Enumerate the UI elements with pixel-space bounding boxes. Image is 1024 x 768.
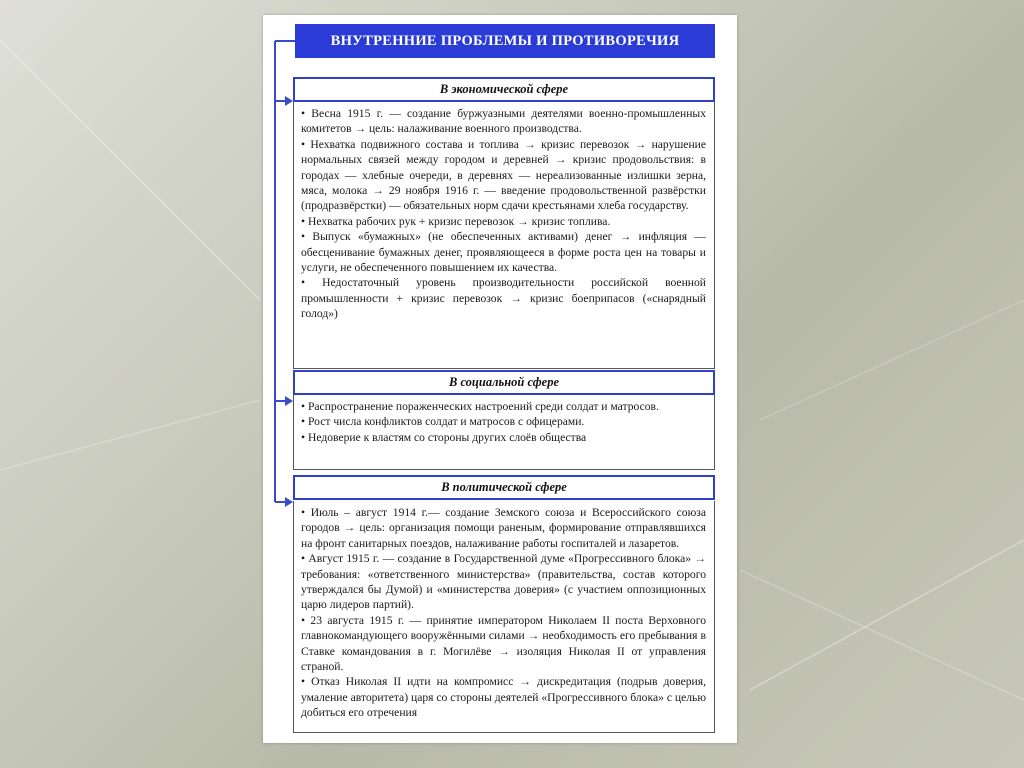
list-item: • Выпуск «бумажных» (не обеспеченных активами) денег → инфляция — обесценивание бумажных денег, проявляющееся в форме роста цен на товары и услуги, не обеспеченного повышением их качества. (301, 230, 706, 275)
list-item: • Весна 1915 г. — создание буржуазными деятелями военно-промышленных комитетов → цель: налаживание военного производства. (301, 107, 706, 136)
list-item: • 23 августа 1915 г. — принятие императором Николаем II поста Верховного главнокомандующего вооружёнными силами → необходимость его пребывания в Ставке командования в г. Могилёве → изоляция Николая II от управления страной. (301, 613, 706, 674)
list-item: • Август 1915 г. — создание в Государственной думе «Прогрессивного блока» → требования: «ответственного министерства» (правительства, состав которого утверждался бы Думой) и «министерства доверия» (с участием оппозиционных царю лидеров партий). (301, 552, 706, 612)
economic-sphere-heading: В экономической сфере (293, 77, 715, 102)
social-sphere-heading: В социальной сфере (293, 370, 715, 395)
page-title: ВНУТРЕННИЕ ПРОБЛЕМЫ И ПРОТИВОРЕЧИЯ (295, 24, 715, 58)
list-item: • Недоверие к властям со стороны других слоёв общества (301, 430, 587, 444)
social-sphere-content (293, 395, 715, 470)
political-sphere-content (293, 501, 715, 733)
list-item: • Отказ Николая II идти на компромисс → дискредитация (подрыв доверия, умаление авторитета) царя со стороны деятелей «Прогрессивного блока» с целью добиться его отречения (301, 675, 706, 720)
list-item: • Недостаточный уровень производительности российской военной промышленности + кризис перевозок → кризис боеприпасов («снарядный голод») (301, 276, 706, 321)
economic-sphere-content (293, 102, 715, 369)
list-item: • Нехватка рабочих рук + кризис перевозок → кризис топлива. (301, 214, 611, 228)
list-item: • Рост числа конфликтов солдат и матросов с офицерами. (301, 415, 585, 429)
political-sphere-heading: В политической сфере (293, 475, 715, 500)
list-item: • Июль – август 1914 г.— создание Земского союза и Всероссийского союза городов → цель: организация помощи раненым, формирование отправлявшихся на фронт санитарных поездов, налаживание работы госпиталей и лазаретов. (301, 506, 706, 550)
list-item: • Нехватка подвижного состава и топлива → кризис перевозок → нарушение нормальных связей между городом и деревней → кризис продовольствия: в городах — хлебные очереди, в деревнях — нереализованные излишки зерна, мяса, молока → 29 ноября 1916 г. — введение продовольственной развёрстки (продразвёрстки) — обязательных норм сдачи крестьянами хлеба государству. (301, 137, 706, 213)
document-page (263, 15, 737, 743)
list-item: • Распространение пораженческих настроений среди солдат и матросов. (301, 400, 659, 413)
